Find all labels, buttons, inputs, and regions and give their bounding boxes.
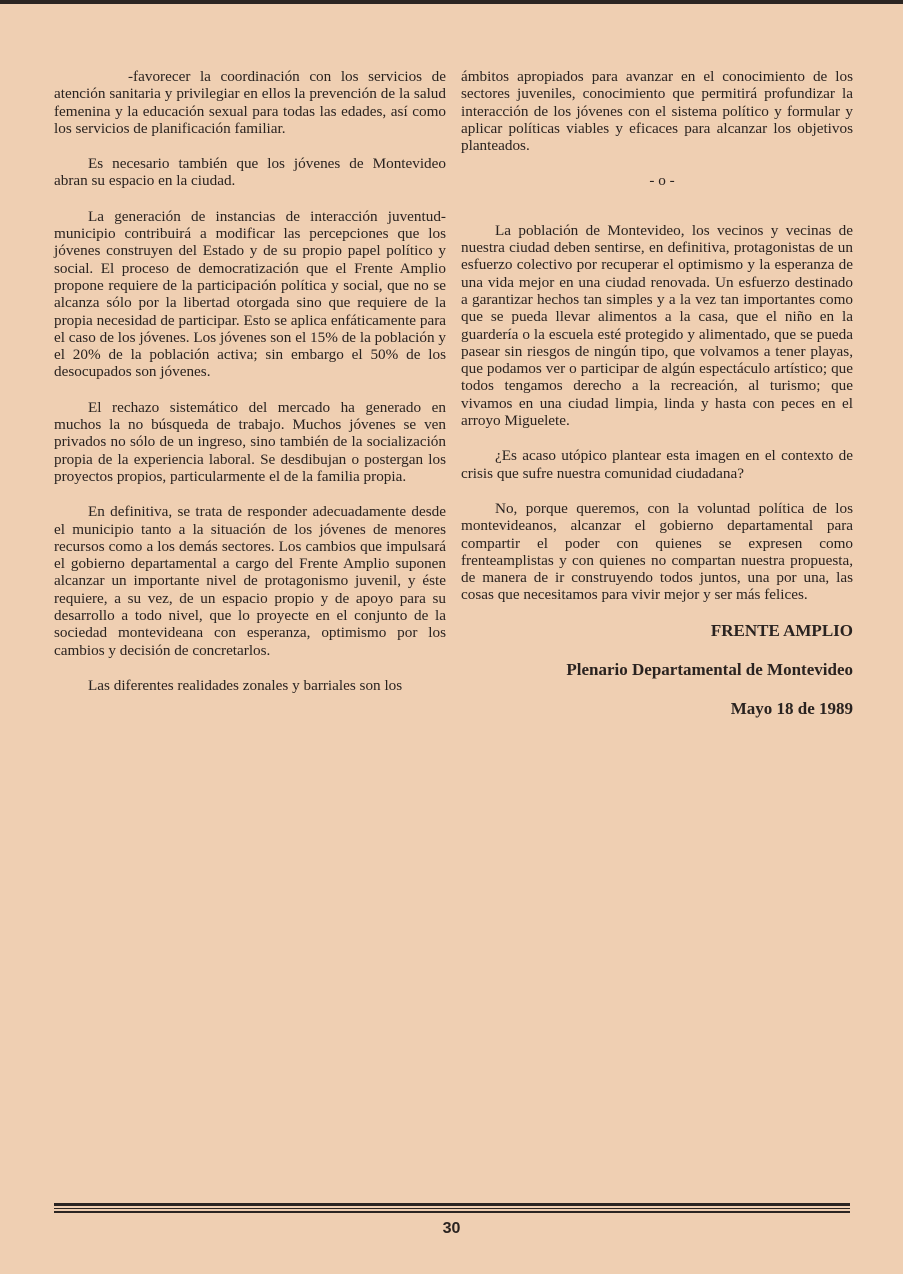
paragraph: -favorecer la coordinación con los servicios de atención sanitaria y privilegiar en ellos la prevención de la salud femenina y la educación sexual para todas las edades, así como los servicios de planificación familiar. — [54, 68, 446, 137]
paragraph: La generación de instancias de interacción juventud-municipio contribuirá a modificar las percepciones que los jóvenes construyen del Estado y de su propio papel político y social. El proceso de democratización que el Frente Amplio propone requiere de la participación política y social, que no se alcanza sólo por la libertad otorgada sino que requiere de la propia necesidad de participar. Esto se aplica enfáticamente para el caso de los jóvenes. Los jóvenes son el 15% de la población y el 20% de la población activa; sin embargo el 50% de los desocupados son jóvenes. — [54, 207, 446, 381]
right-column — [461, 68, 853, 740]
paragraph: El rechazo sistemático del mercado ha generado en muchos la no búsqueda de trabajo. Muchos jóvenes se ven privados no sólo de un ingreso, sino también de la socialización propia de la experiencia laboral. Se desdibujan o postergan los proyectos propios, particularmente el de la familia propia. — [54, 398, 446, 485]
signature-organization: FRENTE AMPLIO — [710, 620, 853, 640]
page-number: 30 — [442, 1220, 461, 1237]
signature-body: Plenario Departamental de Montevideo — [566, 660, 853, 680]
paragraph: Es necesario también que los jóvenes de Montevideo abran su espacio en la ciudad. — [54, 155, 446, 190]
paragraph: Las diferentes realidades zonales y barriales son los — [88, 676, 403, 694]
paragraph: En definitiva, se trata de responder adecuadamente desde el municipio tanto a la situación de los jóvenes de menores recursos como a los demás sectores. Los cambios que impulsará el gobierno departamental a cargo del Frente Amplio suponen alcanzar un importante nivel de protagonismo juvenil, y éste requiere, a su vez, de un espacio propio y de apoyo para su desarrollo a todo nivel, que lo proyecte en el conjunto de la sociedad montevideana con esperanza, optimismo por los cambios y decisión de concretarlos. — [54, 503, 446, 659]
paragraph: No, porque queremos, con la voluntad política de los montevideanos, alcanzar el gobierno departamental para compartir el poder con quienes se expresen como frenteamplistas y con quienes no compartan nuestra propuesta, de manera de ir construyendo todos juntos, una por una, las cosas que necesitamos para vivir mejor y ser más felices. — [461, 499, 853, 604]
page-top-edge — [0, 0, 903, 4]
section-separator: - o - — [649, 172, 675, 190]
paragraph: La población de Montevideo, los vecinos y vecinas de nuestra ciudad deben sentirse, en definitiva, protagonistas de un esfuerzo colectivo por recuperar el optimismo y la esperanza de una vida mejor en una ciudad renovada. Un esfuerzo destinado a garantizar hechos tan simples y a la vez tan importantes como que se pueda llevar alimentos a la casa, que el niño en la guardería o la escuela esté protegido y alimentado, que se pueda pasear sin riesgos de ningún tipo, que volvamos a tener playas, que podamos ver o participar de algún espectáculo artístico; que todos tengamos derecho a la recreación, al turismo; que vivamos en una ciudad limpia, linda y hasta con peces en el arroyo Miguelete. — [461, 221, 853, 430]
footer-rule — [54, 1203, 850, 1206]
signature-date: Mayo 18 de 1989 — [730, 699, 853, 719]
footer-rule — [54, 1208, 850, 1209]
left-column — [54, 68, 446, 712]
footer-rule — [54, 1211, 850, 1213]
paragraph: ¿Es acaso utópico plantear esta imagen en el contexto de crisis que sufre nuestra comunidad ciudadana? — [461, 447, 853, 482]
paragraph: ámbitos apropiados para avanzar en el conocimiento de los sectores juveniles, conocimiento que permitirá profundizar la interacción de los jóvenes con el sistema político y formular y aplicar políticas viables y eficaces para alcanzar los objetivos planteados. — [461, 68, 853, 155]
